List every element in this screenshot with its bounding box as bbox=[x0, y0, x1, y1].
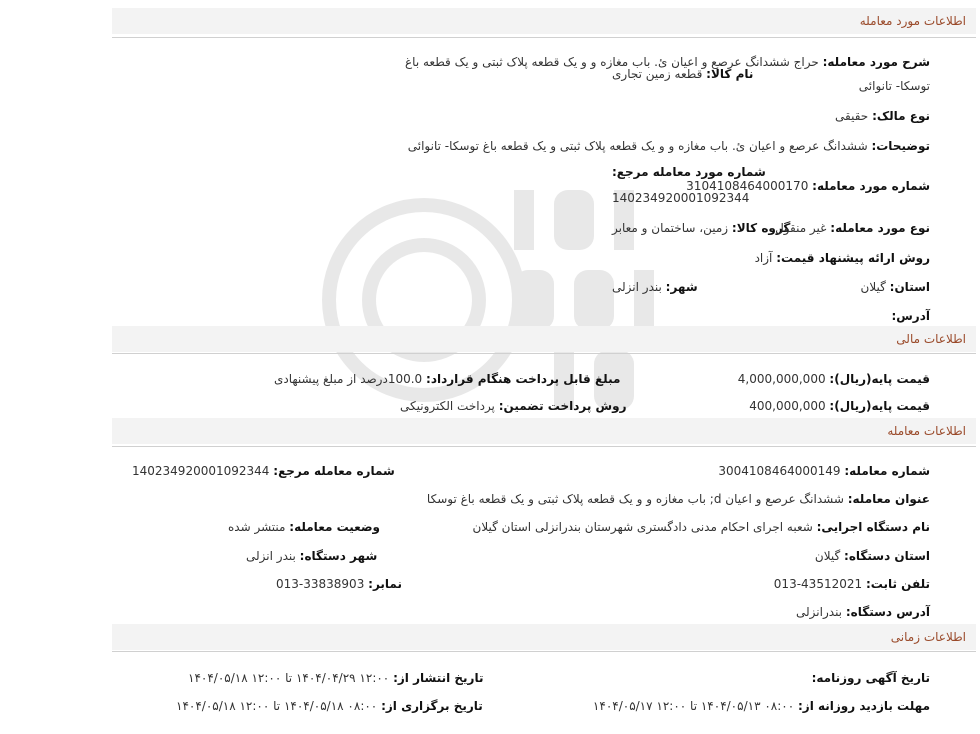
holding-date: تاریخ برگزاری از: ۰۸:۰۰ ۱۴۰۴/۰۵/۱۸ تا ۱۲:۰۰ ۱۴۰۴/۰۵/۱۸ bbox=[176, 699, 483, 713]
transaction-subject: عنوان معامله: ششدانگ عرصع و اعیان d; باب مغازه و و یک قطعه پلاک ثبتی و یک قطعه باغ توسکا bbox=[426, 492, 930, 506]
ref-item-number: 140234920001092344 bbox=[612, 191, 750, 205]
item-type: نوع مورد معامله: غیر منقول bbox=[775, 221, 930, 235]
base-price-guarantee: قیمت پایه(ریال): 400,000,000 bbox=[749, 399, 930, 413]
goods-group: گروه کالا: زمین، ساختمان و معابر bbox=[612, 221, 791, 235]
item-notes: توضیحات: ششدانگ عرصع و اعیان ئ. باب مغازه و و یک قطعه پلاک ثبتی و یک قطعه باغ توسکا- تانوائی bbox=[407, 139, 930, 153]
fax-number: نمابر: 33838903-013 bbox=[276, 577, 402, 591]
transaction-status: وضعیت معامله: منتشر شده bbox=[228, 520, 381, 534]
divider bbox=[112, 37, 976, 38]
section-header-financial: اطلاعات مالی bbox=[112, 326, 976, 352]
goods-name: نام کالا: قطعه زمین تجاری bbox=[612, 67, 754, 81]
ref-item-number-label: شماره مورد معامله مرجع: bbox=[612, 165, 766, 179]
payable-amount: مبلغ قابل پرداخت هنگام قرارداد: 100.0درصد از مبلغ پیشنهادی bbox=[274, 372, 621, 386]
divider bbox=[112, 353, 976, 354]
ref-transaction-number: شماره معامله مرجع: 140234920001092344 bbox=[132, 464, 395, 478]
address: آدرس: bbox=[891, 309, 930, 323]
base-price: قیمت پایه(ریال): 4,000,000,000 bbox=[737, 372, 930, 386]
agency-address: آدرس دستگاه: بندرانزلی bbox=[796, 605, 930, 619]
divider bbox=[112, 651, 976, 652]
owner-type: نوع مالک: حقیقی bbox=[835, 109, 930, 123]
agency-city: شهر دستگاه: بندر انزلی bbox=[246, 549, 378, 563]
item-description-cont: توسکا- تانوائی bbox=[858, 79, 930, 93]
visit-deadline: مهلت بازدید روزانه از: ۰۸:۰۰ ۱۴۰۴/۰۵/۱۳ تا ۱۲:۰۰ ۱۴۰۴/۰۵/۱۷ bbox=[592, 699, 930, 713]
item-description: شرح مورد معامله: حراج ششدانگ عرصع و اعیان ئ. باب مغازه و و یک قطعه پلاک ثبتی و یک قطعه باغ bbox=[405, 55, 930, 69]
publish-date: تاریخ انتشار از: ۱۲:۰۰ ۱۴۰۴/۰۴/۲۹ تا ۱۲:۰۰ ۱۴۰۴/۰۵/۱۸ bbox=[188, 671, 484, 685]
bid-method: روش ارائه پیشنهاد قیمت: آزاد bbox=[754, 251, 930, 265]
item-number: شماره مورد معامله: 3104108464000170 bbox=[686, 179, 930, 193]
transaction-number: شماره معامله: 3004108464000149 bbox=[718, 464, 930, 478]
guarantee-method: روش پرداخت تضمین: پرداخت الکترونیکی bbox=[400, 399, 627, 413]
agency-province: استان دستگاه: گیلان bbox=[814, 549, 930, 563]
executive-agency: نام دستگاه اجرایی: شعبه اجرای احکام مدنی دادگستری شهرستان بندرانزلی استان گیلان bbox=[472, 520, 930, 534]
phone-number: تلفن ثابت: 43512021-013 bbox=[773, 577, 930, 591]
province: استان: گیلان bbox=[860, 280, 930, 294]
tender-detail-page bbox=[14, 0, 976, 734]
newspaper-date: تاریخ آگهی روزنامه: bbox=[811, 671, 930, 685]
section-header-item-info: اطلاعات مورد معامله bbox=[112, 8, 976, 34]
section-header-transaction: اطلاعات معامله bbox=[112, 418, 976, 444]
city: شهر: بندر انزلی bbox=[612, 280, 698, 294]
divider bbox=[112, 446, 976, 447]
section-header-timing: اطلاعات زمانی bbox=[112, 624, 976, 650]
